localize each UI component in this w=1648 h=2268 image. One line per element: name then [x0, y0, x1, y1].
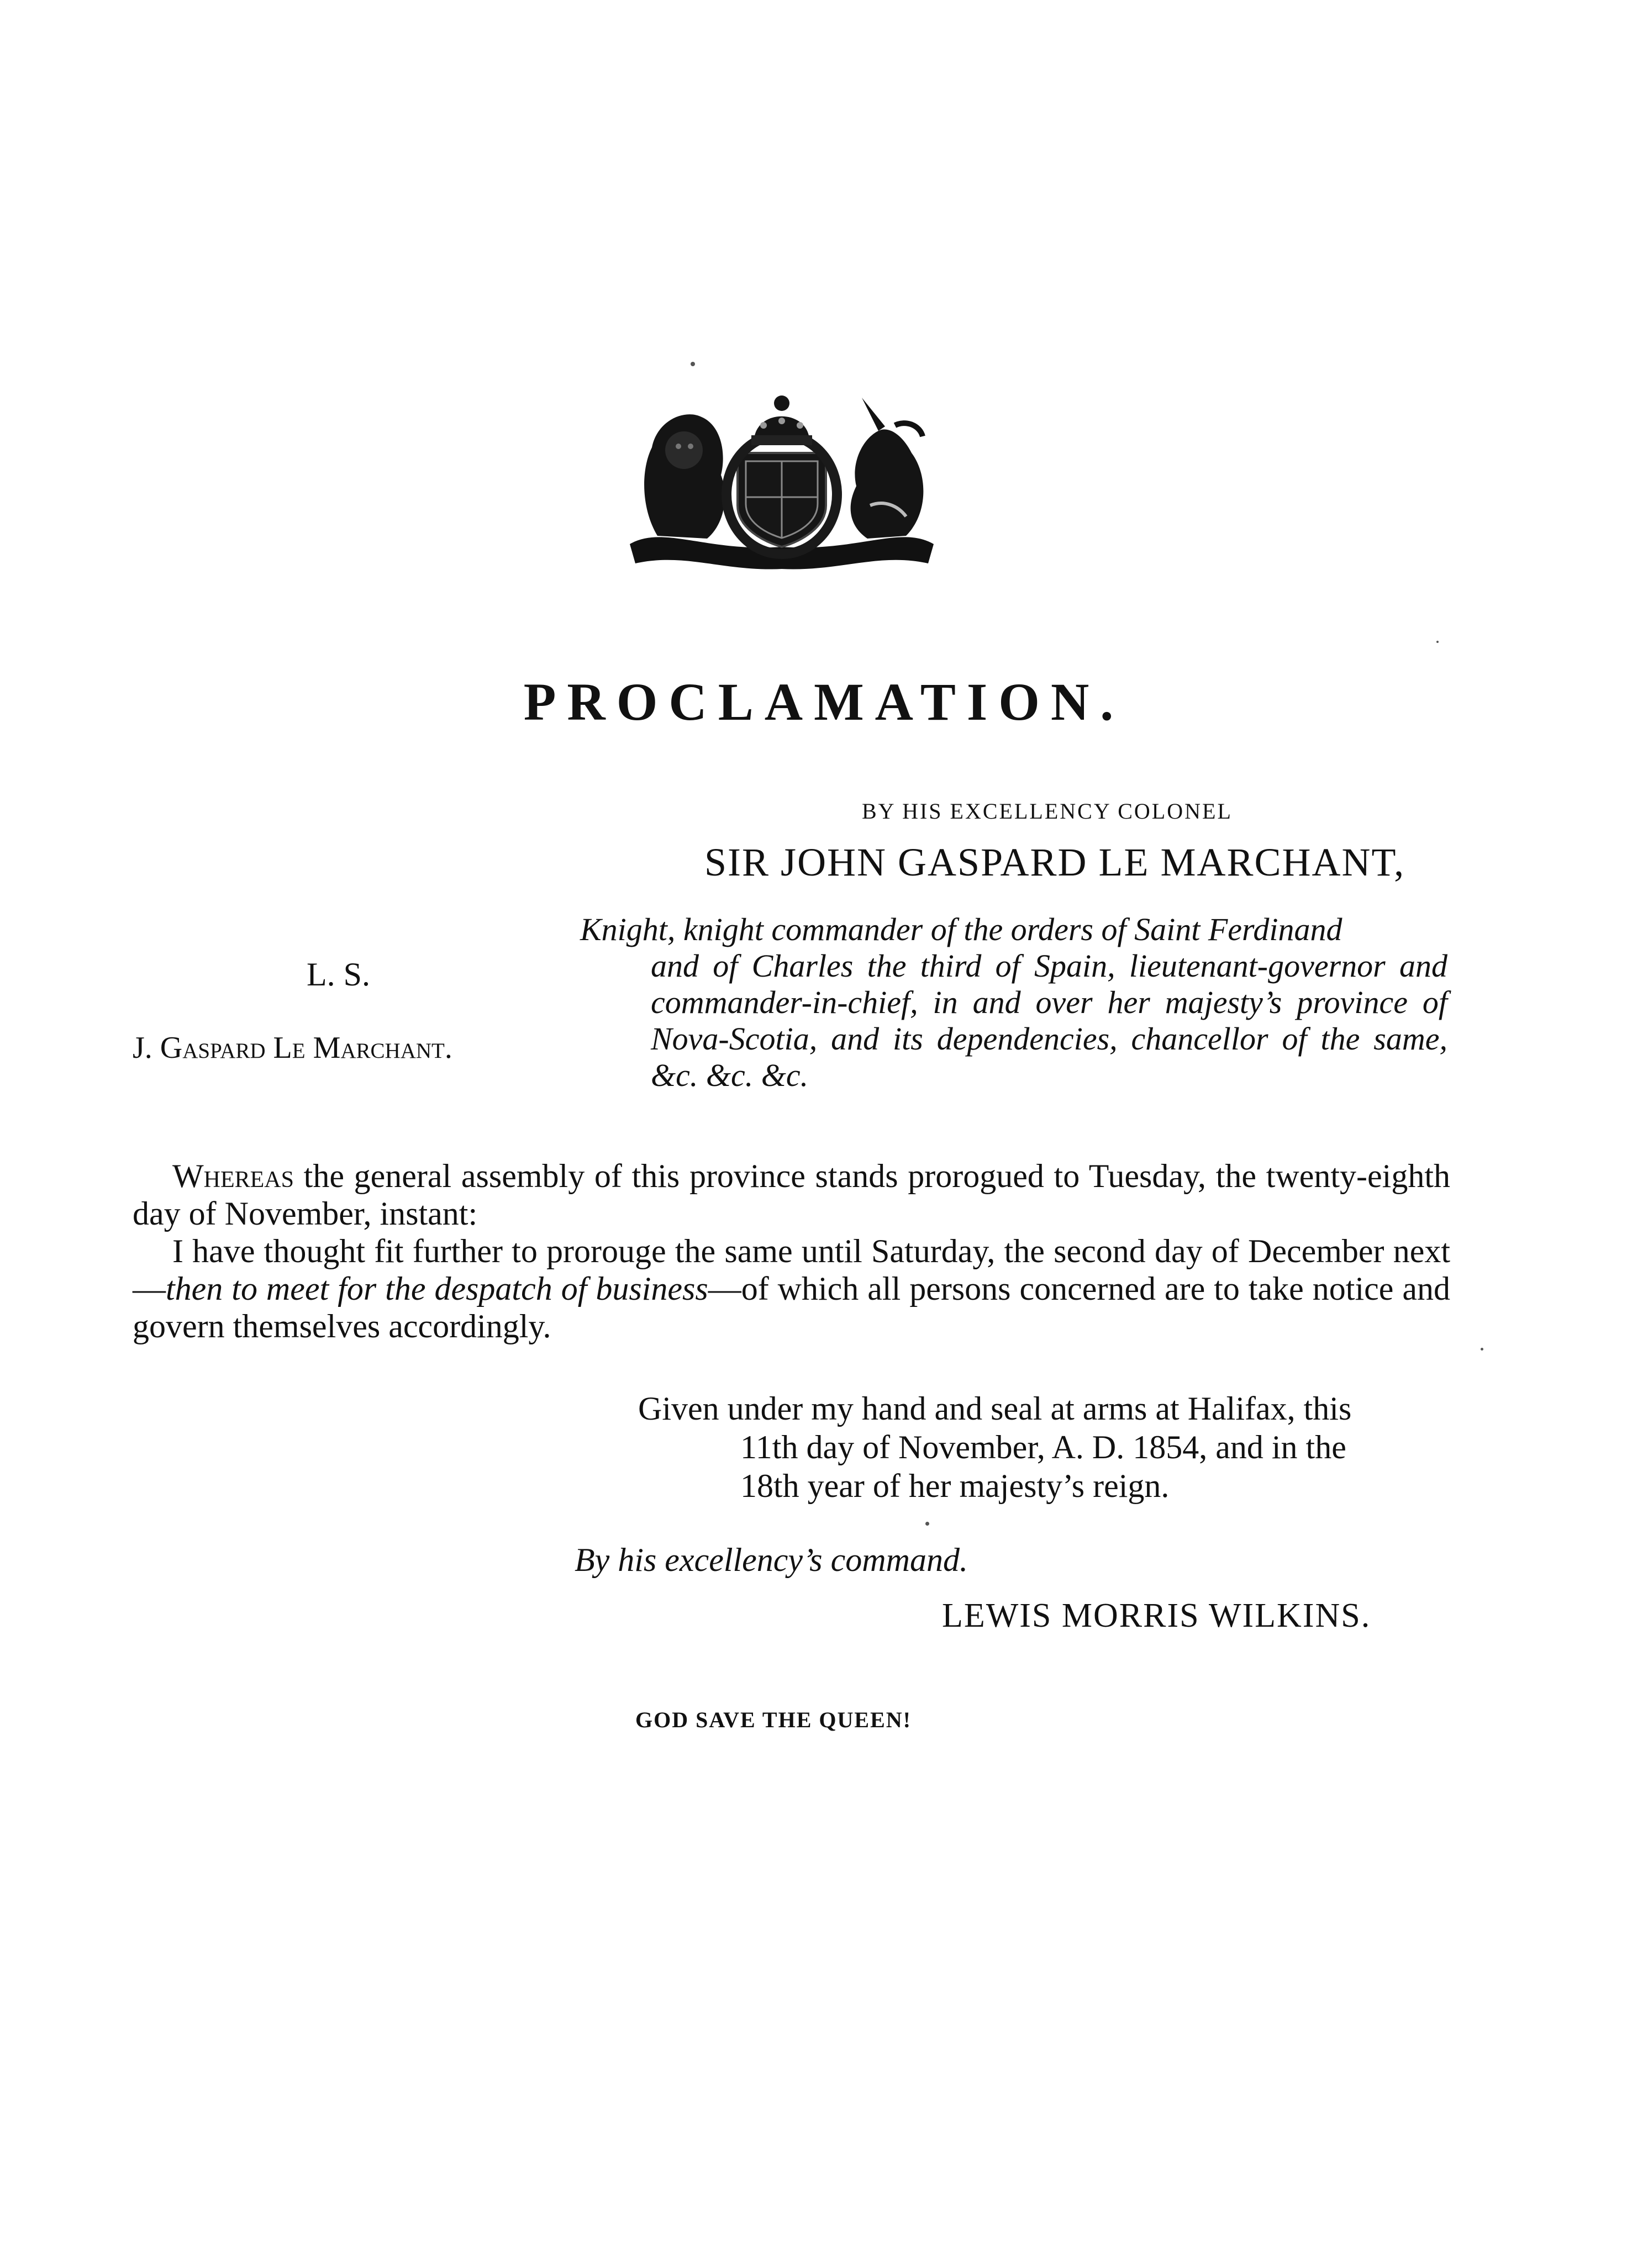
governor-name: SIR JOHN GASPARD LE MARCHANT, — [704, 840, 1405, 884]
titles-first-line: Knight, knight commander of the orders of Saint Ferdinand — [580, 911, 1342, 947]
proclamation-body — [133, 1157, 1450, 1345]
prorogue-text-a: I have thought fit further to prorouge the same until Saturday, the second day of December next— — [133, 1233, 1450, 1307]
prorogue-italic: then to meet for the despatch of business — [166, 1270, 708, 1307]
paper-speck — [691, 362, 695, 366]
whereas-lead: Whereas — [172, 1158, 294, 1194]
closing-line: GOD SAVE THE QUEEN! — [635, 1707, 912, 1732]
page-title: PROCLAMATION. — [523, 672, 1125, 731]
paper-speck — [925, 1522, 929, 1526]
whereas-text: the general assembly of this province stands prorogued to Tuesday, the twenty-eighth day of November, instant: — [133, 1158, 1450, 1232]
given-line-3: 18th year of her majesty’s reign. — [740, 1468, 1170, 1504]
command-line: By his excellency’s command. — [575, 1542, 968, 1578]
paragraph-whereas — [133, 1157, 1450, 1232]
titles-continuation: and of Charles the third of Spain, lieutenant-governor and commander-in-chief, in and over her majesty’s province of Nova-Scotia, and its dependencies, chancellor of the same, &c. &c. &c. — [651, 948, 1447, 1093]
paper-speck — [1436, 641, 1439, 643]
given-under-hand — [638, 1389, 1450, 1505]
prorogue-text-b: —of which all persons concerned are to take notice and govern themselves accordingly. — [133, 1270, 1450, 1344]
paragraph-prorogue — [133, 1232, 1450, 1345]
governor-signature: J. Gaspard Le Marchant. — [133, 1031, 452, 1065]
governor-titles — [580, 911, 1447, 1094]
byline: BY HIS EXCELLENCY COLONEL — [862, 799, 1233, 824]
seal-mark: L. S. — [307, 956, 371, 993]
paper-speck — [1481, 1348, 1483, 1351]
given-line-1: Given under my hand and seal at arms at Halifax, this — [638, 1390, 1352, 1427]
royal-coat-of-arms-icon — [619, 387, 945, 574]
given-line-2: 11th day of November, A. D. 1854, and in the — [740, 1429, 1346, 1465]
secretary-name: LEWIS MORRIS WILKINS. — [942, 1597, 1371, 1634]
